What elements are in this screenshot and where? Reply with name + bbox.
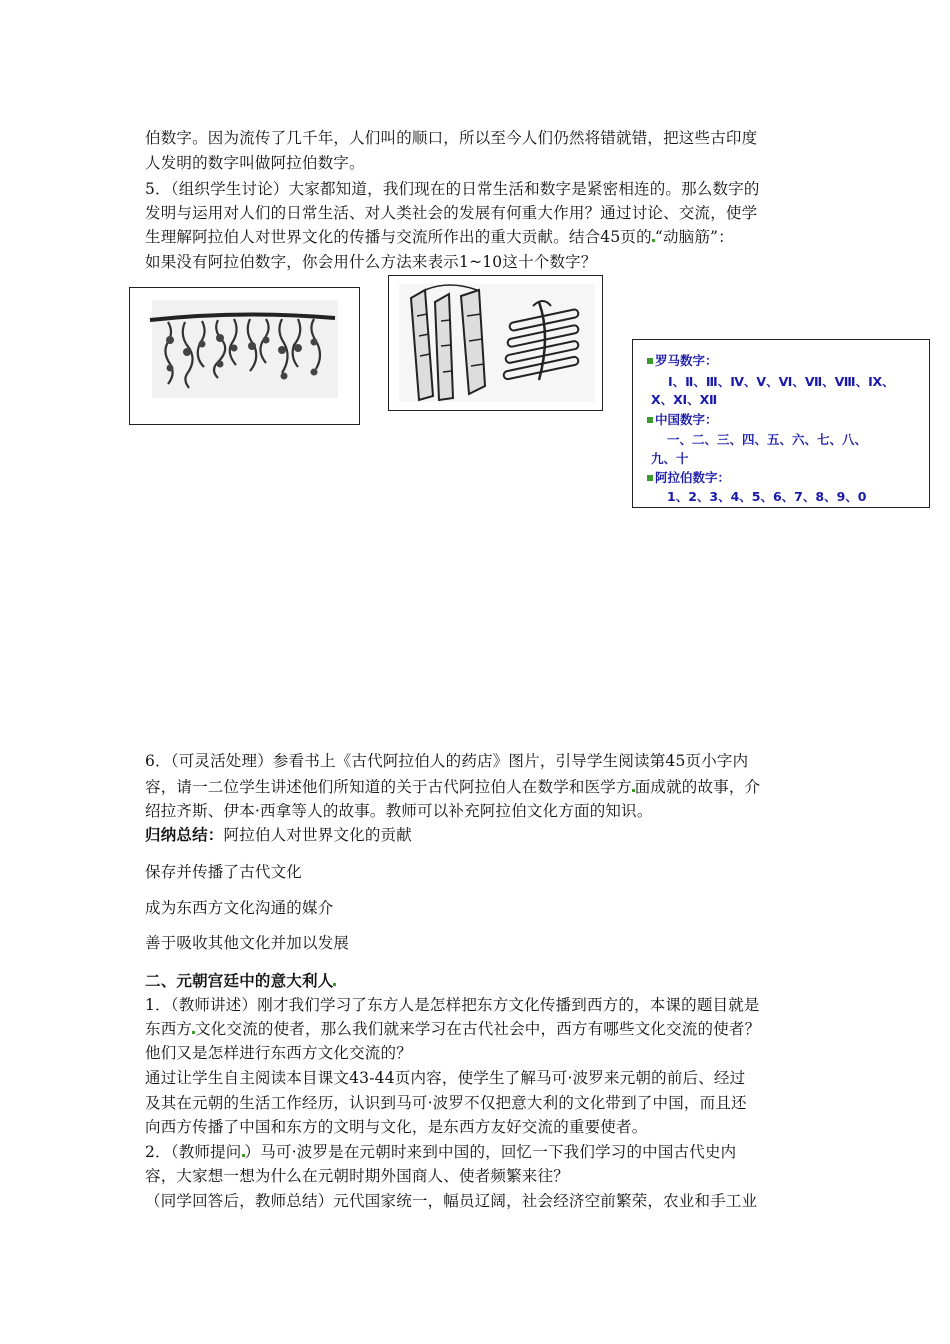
roman-numerals-line: Ⅹ、Ⅺ、Ⅻ: [651, 392, 718, 407]
paragraph-line: 伯数字。因为流传了几千年，人们叫的顺口，所以至今人们仍然将错就错，把这些古印度: [145, 129, 758, 147]
bullet-icon: [647, 417, 653, 423]
paragraph-line: 人发明的数字叫做阿拉伯数字。: [145, 154, 365, 172]
summary-point: 保存并传播了古代文化: [145, 863, 303, 881]
paragraph-line: [145, 1140, 736, 1164]
summary-line: [145, 823, 412, 847]
chinese-numerals-heading: 中国数字：: [647, 410, 718, 428]
bullet-icon: [647, 358, 653, 364]
tally-sticks-figure: [388, 275, 603, 411]
paragraph-line: （同学回答后，教师总结）元代国家统一，幅员辽阔，社会经济空前繁荣，农业和手工业: [145, 1192, 758, 1210]
roman-numerals-line: Ⅰ、Ⅱ、Ⅲ、Ⅳ、Ⅴ、Ⅵ、Ⅶ、Ⅷ、Ⅸ、: [668, 374, 895, 389]
paragraph-line: [145, 225, 734, 249]
paragraph-line: 5．（组织学生讨论）大家都知道，我们现在的日常生活和数字是紧密相连的。那么数字的: [145, 180, 760, 198]
chinese-numerals-line: 九、十: [651, 451, 689, 466]
paragraph-line: 6．（可灵活处理）参看书上《古代阿拉伯人的药店》图片，引导学生阅读第45页小字内: [145, 752, 749, 770]
paragraph-line: [145, 775, 760, 799]
summary-point: 善于吸收其他文化并加以发展: [145, 934, 350, 952]
paragraph-line: 绍拉齐斯、伊本·西拿等人的故事。教师可以补充阿拉伯文化方面的知识。: [145, 802, 653, 820]
paragraph-line: 通过让学生自主阅读本目课文43-44页内容，使学生了解马可·波罗来元朝的前后、经过: [145, 1069, 746, 1087]
paragraph-text: 文化交流的使者，那么我们就来学习在古代社会中，西方有哪些文化交流的使者？: [195, 1020, 761, 1038]
paragraph-text: 2．（教师提问: [145, 1143, 242, 1161]
section-heading: 二、元朝宫廷中的意大利人: [145, 969, 336, 993]
knotted-cords-figure: [129, 287, 360, 425]
paragraph-text: 生理解阿拉伯人对世界文化的传播与交流所作出的重大贡献。结合45页的: [145, 228, 652, 246]
chinese-numerals-line: 一、二、三、四、五、六、七、八、: [667, 432, 868, 447]
paragraph-text: 容，请一二位学生讲述他们所知道的关于古代阿拉伯人在数学和医学方: [145, 778, 632, 796]
summary-text: 阿拉伯人对世界文化的贡献: [223, 826, 412, 844]
paragraph-line: 1．（教师讲述）刚才我们学习了东方人是怎样把东方文化传播到西方的，本课的题目就是: [145, 996, 760, 1014]
bullet-icon: [647, 475, 653, 481]
paragraph-text: ）马可·波罗是在元朝时来到中国的，回忆一下我们学习的中国古代史内: [244, 1143, 737, 1161]
arabic-numerals-heading: 阿拉伯数字：: [647, 468, 730, 486]
arabic-numerals-line: 1、2、3、4、5、6、7、8、9、0: [667, 489, 867, 504]
roman-numerals-heading: 罗马数字：: [647, 351, 718, 369]
paragraph-line: 他们又是怎样进行东西方文化交流的？: [145, 1044, 412, 1062]
paragraph-line: 容，大家想一想为什么在元朝时期外国商人、使者频繁来往？: [145, 1167, 569, 1185]
summary-point: 成为东西方文化沟通的媒介: [145, 899, 334, 917]
paragraph-line: 如果没有阿拉伯数字，你会用什么方法来表示1~10这十个数字？: [145, 253, 597, 271]
summary-label: 归纳总结：: [145, 825, 224, 844]
paragraph-line: 向西方传播了中国和东方的文明与文化，是东西方友好交流的重要使者。: [145, 1118, 648, 1136]
revision-mark: [333, 983, 336, 986]
paragraph-text: 面成就的故事，介: [634, 778, 761, 796]
knotted-cords-icon: [130, 288, 359, 424]
paragraph-line: [145, 1017, 760, 1041]
tally-sticks-icon: [389, 276, 602, 410]
paragraph-text: 东西方: [145, 1020, 193, 1038]
paragraph-text: “动脑筋”：: [654, 228, 734, 246]
paragraph-line: 发明与运用对人们的日常生活、对人类社会的发展有何重大作用？通过讨论、交流，使学: [145, 204, 758, 222]
numeral-comparison-box: [632, 339, 930, 508]
paragraph-line: 及其在元朝的生活工作经历，认识到马可·波罗不仅把意大利的文化带到了中国，而且还: [145, 1094, 747, 1112]
